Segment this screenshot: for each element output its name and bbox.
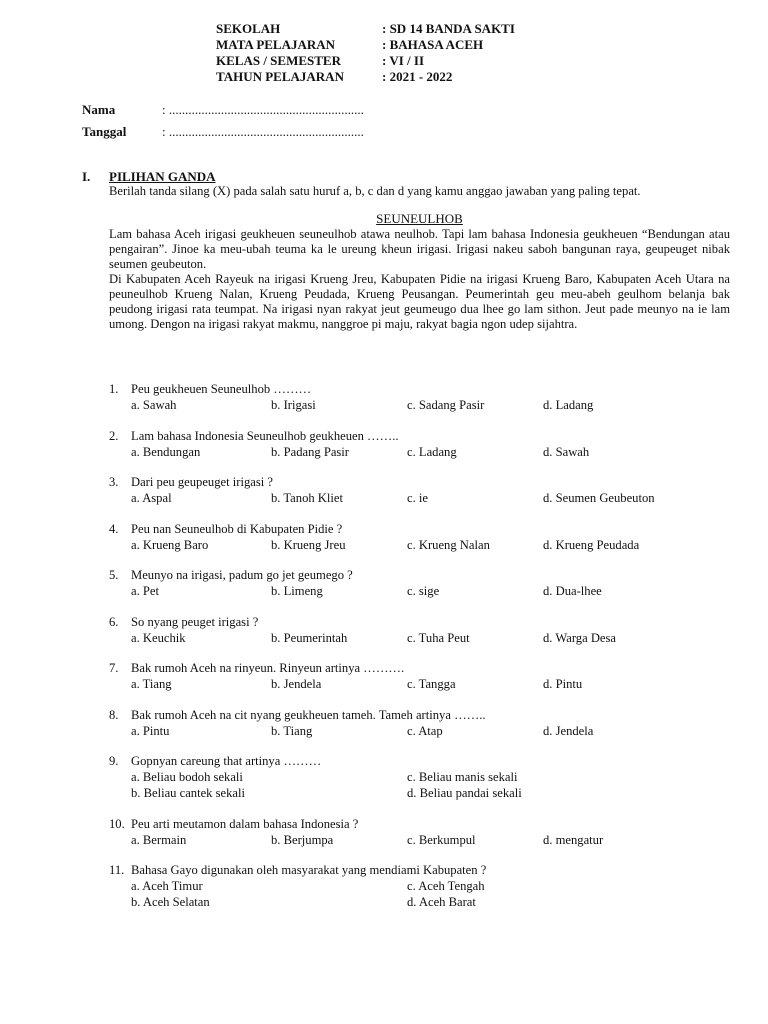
answer-option[interactable]: b. Tiang <box>271 723 313 738</box>
header-row-class <box>216 53 515 69</box>
question-number: 5. <box>109 568 119 582</box>
question-number: 9. <box>109 754 119 768</box>
answer-option[interactable]: b. Aceh Selatan <box>131 895 210 909</box>
answer-option[interactable]: d. Aceh Barat <box>407 895 476 909</box>
answer-option[interactable]: a. Aceh Timur <box>131 879 203 893</box>
answer-option[interactable]: d. Ladang <box>543 398 594 412</box>
answer-option[interactable]: b. Irigasi <box>271 398 316 412</box>
answer-option[interactable]: a. Krueng Baro <box>131 537 209 552</box>
question-number: 2. <box>109 428 119 443</box>
question-stem <box>109 614 729 630</box>
question-item <box>109 521 729 553</box>
header-value: : SD 14 BANDA SAKTI <box>382 21 515 36</box>
answer-option[interactable]: d. Jendela <box>543 723 594 738</box>
answer-options <box>131 537 729 553</box>
section-heading <box>82 169 730 184</box>
header-row-subject <box>216 37 515 53</box>
answer-options <box>131 397 729 413</box>
story-title: SEUNEULHOB <box>376 211 463 226</box>
question-number: 7. <box>109 661 119 675</box>
answer-option[interactable]: c. Aceh Tengah <box>407 879 485 893</box>
answer-option[interactable]: a. Aspal <box>131 491 172 505</box>
question-stem <box>109 753 729 769</box>
question-item <box>109 381 729 413</box>
answer-option[interactable]: b. Limeng <box>271 584 323 598</box>
answer-option[interactable]: b. Krueng Jreu <box>271 537 346 552</box>
answer-option[interactable]: c. Sadang Pasir <box>407 398 485 412</box>
question-text: Peu nan Seuneulhob di Kabupaten Pidie ? <box>131 521 343 536</box>
question-item <box>109 707 729 739</box>
question-number: 8. <box>109 707 119 722</box>
question-text: Bak rumoh Aceh na cit nyang geukheuen tameh. Tameh artinya …….. <box>131 707 486 722</box>
answer-option[interactable]: c. Tuha Peut <box>407 630 470 645</box>
question-stem <box>109 381 729 397</box>
question-list <box>109 381 729 925</box>
answer-option[interactable]: a. Sawah <box>131 398 177 412</box>
question-item <box>109 753 729 801</box>
answer-option[interactable]: b. Beliau cantek sekali <box>131 786 246 800</box>
header-key: KELAS / SEMESTER <box>216 53 341 68</box>
header-key: MATA PELAJARAN <box>216 37 336 52</box>
story-paragraph: Di Kabupaten Aceh Rayeuk na irigasi Krueng Jreu, Kabupaten Pidie na irigasi Krueng Baro, Kabupaten Aceh Utara na peuneulhob Krueng Nalan, Krueng Peudada, Krueng Peusangan. Peumerintah geu meu-abeh geulhom belanja bak peudong irigasi rata teumpat. Na irigasi nyan rakyat jeut geumeugo dua lhee go lam sithon. Jeut pade meunyo na ie lam umong. Dengon na irigasi rakyat makmu, nanggroe pi maju, rakyat bagia ngon udep sijahtra. <box>109 272 730 331</box>
header-value: : BAHASA ACEH <box>382 37 484 52</box>
date-field[interactable]: : ............................................................ <box>162 124 364 139</box>
question-text: Bak rumoh Aceh na rinyeun. Rinyeun artinya ………. <box>131 661 405 675</box>
question-number: 4. <box>109 521 119 536</box>
answer-option[interactable]: c. Ladang <box>407 444 457 459</box>
question-text: Dari peu geupeuget irigasi ? <box>131 475 273 489</box>
header-row-school <box>216 21 515 37</box>
answer-options <box>131 630 729 646</box>
header-key: TAHUN PELAJARAN <box>216 69 344 84</box>
answer-option[interactable]: c. Beliau manis sekali <box>407 770 518 784</box>
answer-options <box>131 490 729 506</box>
question-stem <box>109 816 729 832</box>
answer-option[interactable]: d. mengatur <box>543 832 604 847</box>
answer-option[interactable]: a. Pintu <box>131 723 170 738</box>
question-number: 10. <box>109 816 125 831</box>
answer-option[interactable]: a. Pet <box>131 584 159 598</box>
answer-option[interactable]: b. Berjumpa <box>271 832 334 847</box>
date-label: Tanggal <box>82 124 127 139</box>
question-item <box>109 660 729 692</box>
header-row-year <box>216 69 515 85</box>
student-identity <box>82 99 364 143</box>
question-number: 6. <box>109 614 119 629</box>
question-stem <box>109 707 729 723</box>
answer-options <box>131 832 729 848</box>
answer-option[interactable]: d. Beliau pandai sekali <box>407 786 522 800</box>
name-label: Nama <box>82 102 116 117</box>
answer-option[interactable]: d. Seumen Geubeuton <box>543 491 655 505</box>
section-number: I. <box>82 169 91 184</box>
answer-option[interactable]: c. Tangga <box>407 677 456 691</box>
answer-option[interactable]: a. Tiang <box>131 677 172 691</box>
question-text: Peu arti meutamon dalam bahasa Indonesia ? <box>131 816 359 831</box>
question-text: Gopnyan careung that artinya ……… <box>131 754 322 768</box>
answer-option[interactable]: b. Jendela <box>271 677 322 691</box>
question-text: Lam bahasa Indonesia Seuneulhob geukheuen …….. <box>131 428 399 443</box>
question-item <box>109 614 729 646</box>
date-row <box>82 121 364 143</box>
question-text: So nyang peuget irigasi ? <box>131 614 259 629</box>
answer-option[interactable]: c. ie <box>407 491 428 505</box>
answer-options <box>131 444 729 460</box>
question-number: 3. <box>109 475 119 489</box>
answer-options <box>131 769 729 801</box>
question-text: Bahasa Gayo digunakan oleh masyarakat yang mendiami Kabupaten ? <box>131 863 487 877</box>
multiple-choice-section <box>82 169 730 332</box>
answer-option[interactable]: b. Peumerintah <box>271 630 348 645</box>
question-stem <box>109 521 729 537</box>
answer-options <box>131 583 729 599</box>
name-field[interactable]: : ............................................................ <box>162 102 364 117</box>
answer-options <box>131 878 729 910</box>
school-header <box>216 21 515 85</box>
question-number: 1. <box>109 382 119 396</box>
answer-option[interactable]: a. Keuchik <box>131 630 186 645</box>
answer-option[interactable]: a. Bermain <box>131 832 187 847</box>
question-item <box>109 567 729 599</box>
answer-option[interactable]: b. Padang Pasir <box>271 444 350 459</box>
section-instruction: Berilah tanda silang (X) pada salah satu huruf a, b, c dan d yang kamu anggao jawaban yang paling tepat. <box>109 184 641 198</box>
question-item <box>109 474 729 506</box>
answer-option[interactable]: b. Tanoh Kliet <box>271 491 343 505</box>
header-key: SEKOLAH <box>216 21 281 36</box>
answer-option[interactable]: a. Bendungan <box>131 444 201 459</box>
answer-options <box>131 676 729 692</box>
name-row <box>82 99 364 121</box>
answer-option[interactable]: d. Sawah <box>543 444 590 459</box>
answer-option[interactable]: c. Berkumpul <box>407 832 476 847</box>
answer-option[interactable]: c. sige <box>407 584 440 598</box>
section-title: PILIHAN GANDA <box>109 169 216 184</box>
answer-option[interactable]: c. Krueng Nalan <box>407 537 490 552</box>
header-value: : VI / II <box>382 53 425 68</box>
question-stem <box>109 862 729 878</box>
answer-option[interactable]: c. Atap <box>407 723 443 738</box>
question-stem <box>109 660 729 676</box>
question-stem <box>109 474 729 490</box>
question-stem <box>109 567 729 583</box>
answer-options <box>131 723 729 739</box>
answer-option[interactable]: d. Pintu <box>543 677 583 691</box>
story-paragraph: Lam bahasa Aceh irigasi geukheuen seuneulhob atawa neulhob. Tapi lam bahasa Indonesia geukheuen “Bendungan atau pengairan”. Jinoe ka meu-ubah teuma ka le ureung kheun irigasi. Irigasi nakeu saboh bangunan raya, geupeuget nibak seumen geubeuton. <box>109 227 730 271</box>
question-number: 11. <box>109 863 125 877</box>
question-text: Peu geukheuen Seuneulhob ……… <box>131 382 312 396</box>
answer-option[interactable]: a. Beliau bodoh sekali <box>131 770 243 784</box>
answer-option[interactable]: d. Krueng Peudada <box>543 537 640 552</box>
answer-option[interactable]: d. Dua-lhee <box>543 584 602 598</box>
question-stem <box>109 428 729 444</box>
question-item <box>109 816 729 848</box>
question-text: Meunyo na irigasi, padum go jet geumego ? <box>131 568 353 582</box>
question-item <box>109 428 729 460</box>
header-value: : 2021 - 2022 <box>382 69 453 84</box>
answer-option[interactable]: d. Warga Desa <box>543 630 617 645</box>
question-item <box>109 862 729 910</box>
